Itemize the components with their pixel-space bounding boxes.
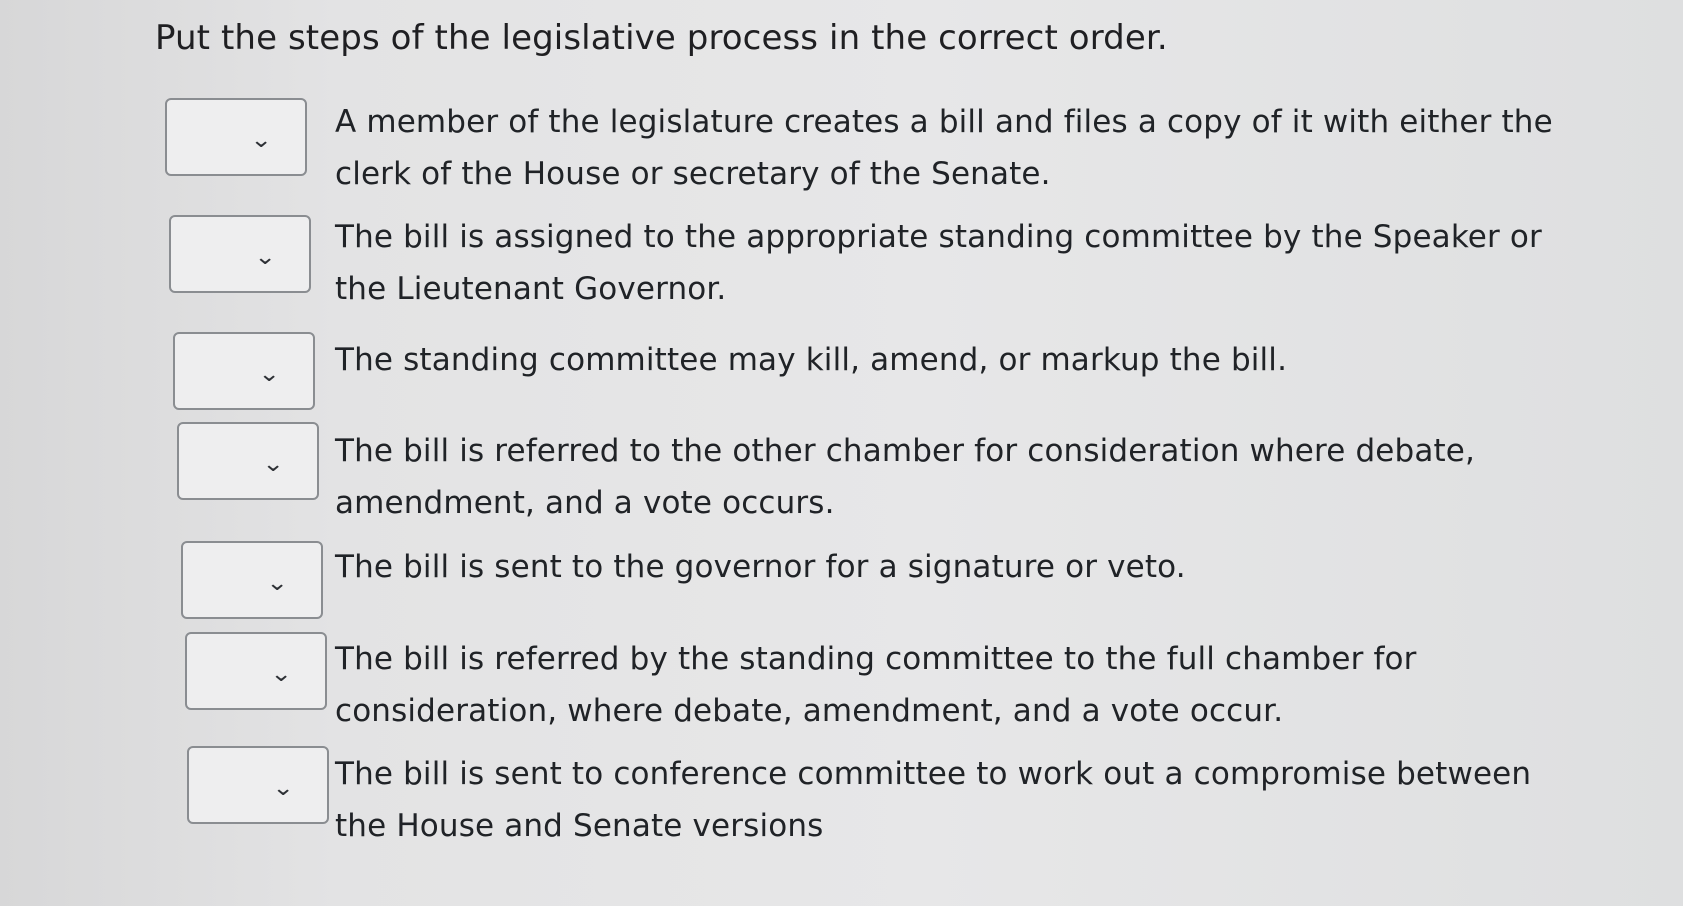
chevron-down-icon: ⌄ xyxy=(253,245,276,270)
step-4-order-select[interactable] xyxy=(177,422,319,500)
step-6-text: The bill is referred by the standing committee to the full chamber for consideration, where debate, amendment, and a vote occur. xyxy=(335,641,1417,729)
step-2-order-select[interactable] xyxy=(169,215,311,293)
step-1-order-select[interactable] xyxy=(165,98,307,176)
chevron-down-icon: ⌄ xyxy=(249,128,272,153)
chevron-down-icon: ⌄ xyxy=(265,571,288,596)
step-1-text: A member of the legislature creates a bill and files a copy of it with either the clerk of the House or secretary of the Senate. xyxy=(335,104,1553,192)
step-2-text: The bill is assigned to the appropriate standing committee by the Speaker or the Lieutenant Governor. xyxy=(335,219,1542,307)
step-3-text: The standing committee may kill, amend, or markup the bill. xyxy=(335,342,1288,378)
chevron-down-icon: ⌄ xyxy=(261,452,284,477)
chevron-down-icon: ⌄ xyxy=(271,776,294,801)
step-4-text: The bill is referred to the other chamber for consideration where debate, amendment, and a vote occurs. xyxy=(335,433,1476,521)
chevron-down-icon: ⌄ xyxy=(257,362,280,387)
step-5-text: The bill is sent to the governor for a signature or veto. xyxy=(335,549,1186,585)
question-title: Put the steps of the legislative process in the correct order. xyxy=(155,18,1168,58)
step-5-order-select[interactable] xyxy=(181,541,323,619)
step-7-order-select[interactable] xyxy=(187,746,329,824)
chevron-down-icon: ⌄ xyxy=(269,662,292,687)
step-3-order-select[interactable] xyxy=(173,332,315,410)
step-7-text: The bill is sent to conference committee to work out a compromise between the House and Senate versions xyxy=(335,756,1532,844)
step-6-order-select[interactable] xyxy=(185,632,327,710)
